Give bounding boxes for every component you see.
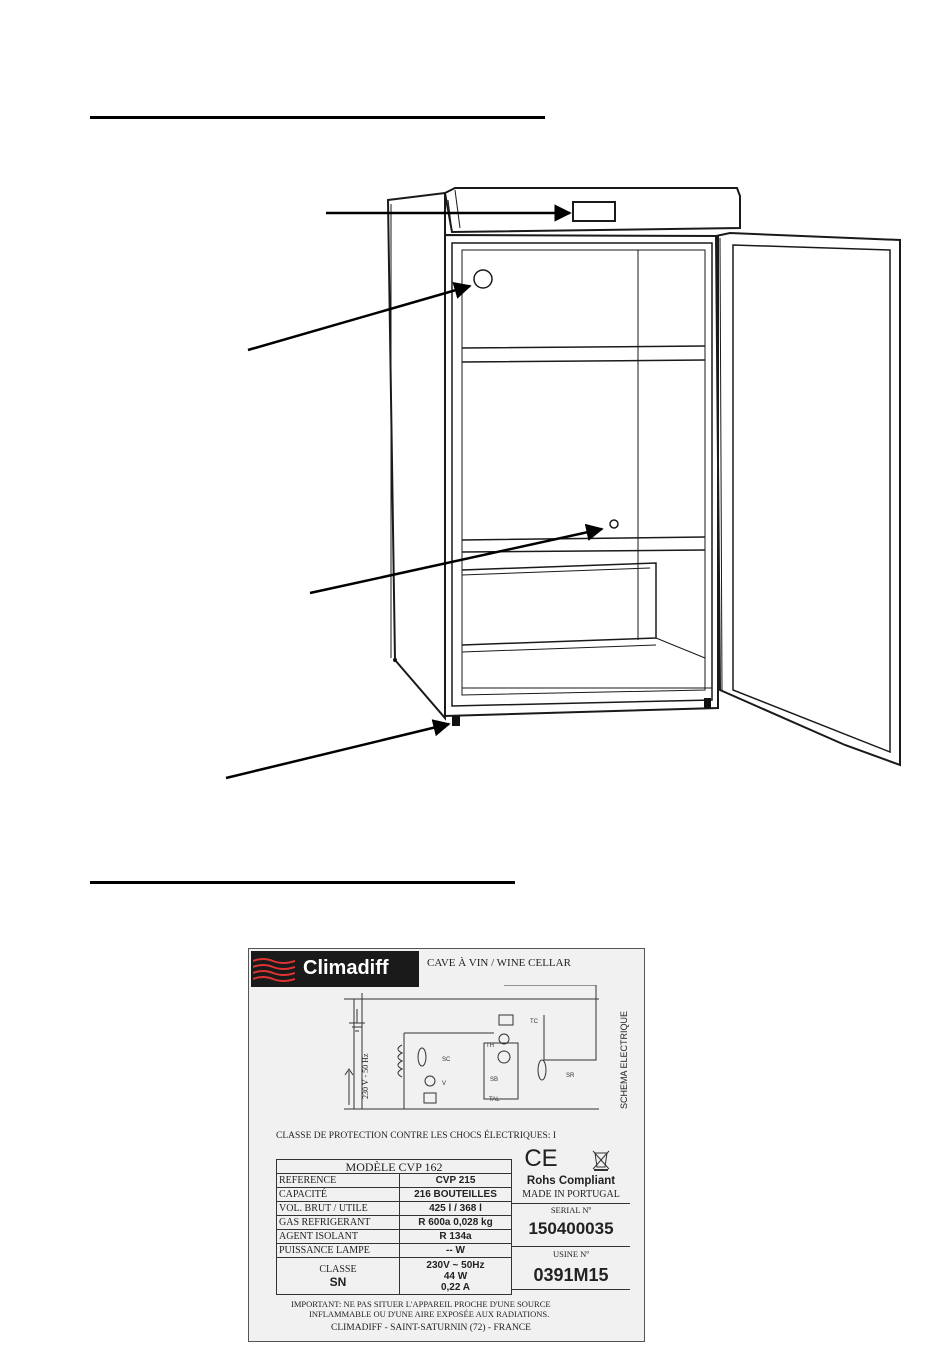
shelf-middle — [462, 537, 705, 552]
serial-label: SERIAL Nº — [550, 1205, 592, 1215]
row-label: VOL. BRUT / UTILE — [277, 1202, 400, 1216]
table-row — [277, 1230, 512, 1244]
electrical-power: 44 W — [443, 1270, 468, 1282]
classe-label: CLASSE — [319, 1264, 357, 1275]
schema-label: SCHEMA ELECTRIQUE — [619, 1010, 629, 1109]
spec-table — [276, 1159, 512, 1295]
table-row — [277, 1216, 512, 1230]
row-value: R 600a 0,028 kg — [399, 1216, 511, 1230]
control-panel — [445, 188, 740, 232]
row-label: REFERENCE — [277, 1174, 400, 1188]
arrow-foot — [226, 724, 449, 778]
row-label: PUISSANCE LAMPE — [277, 1244, 400, 1258]
row-value: R 134a — [399, 1230, 511, 1244]
ce-mark: CE — [524, 1145, 558, 1172]
bottom-drawer — [462, 563, 656, 645]
wiring-diagram — [344, 985, 624, 1115]
section-rule-bottom — [90, 881, 515, 884]
weee-bin-icon — [592, 1149, 610, 1171]
diagram-label: V — [442, 1081, 447, 1087]
electrical-current: 0,22 A — [440, 1281, 471, 1293]
ground-icon — [347, 1009, 367, 1039]
rating-plate — [248, 948, 645, 1342]
product-title: CAVE À VIN / WINE CELLAR — [427, 957, 571, 969]
rohs-label: Rohs Compliant — [526, 1175, 616, 1187]
fan-circle — [474, 270, 492, 288]
model-name: MODÈLE CVP 162 — [277, 1160, 512, 1174]
electrical-voltage: 230V ~ 50Hz — [426, 1259, 485, 1271]
logo-waves-icon — [253, 955, 295, 983]
table-row — [277, 1188, 512, 1202]
serial-box — [512, 1203, 630, 1247]
open-door — [716, 233, 900, 765]
diagram-label: SB — [490, 1077, 499, 1083]
diagram-label: TAL — [489, 1097, 500, 1103]
table-row — [277, 1174, 512, 1188]
arrow-sensor — [310, 529, 602, 593]
usine-label: USINE Nº — [553, 1249, 589, 1259]
row-value: 216 BOUTEILLES — [399, 1188, 511, 1202]
row-value: -- W — [399, 1244, 511, 1258]
diagram-label: TH — [486, 1043, 494, 1049]
diagram-label: SR — [566, 1073, 575, 1079]
display-screen — [573, 202, 615, 221]
usine-number: 0391M15 — [533, 1265, 609, 1285]
arrow-fan — [248, 286, 470, 350]
table-row — [277, 1160, 512, 1174]
voltage-label: 230 V - 50 Hz — [361, 1053, 370, 1099]
diagram-label: SC — [442, 1057, 451, 1063]
brand-logo — [251, 951, 419, 987]
serial-number: 150400035 — [528, 1219, 614, 1238]
usine-box — [512, 1247, 630, 1290]
warning-line-1: IMPORTANT: NE PAS SITUER L'APPAREIL PROCHE D'UNE SOURCE — [291, 1299, 551, 1309]
table-row — [277, 1244, 512, 1258]
row-label: AGENT ISOLANT — [277, 1230, 400, 1244]
protection-class: CLASSE DE PROTECTION CONTRE LES CHOCS ÉLECTRIQUES: I — [276, 1131, 556, 1141]
shelf-top — [462, 346, 705, 362]
foot-left — [452, 716, 460, 726]
brand-name: Climadiff — [303, 957, 389, 979]
warning-line-2: INFLAMMABLE OU D'UNE AIRE EXPOSÉE AUX RADIATIONS. — [309, 1309, 550, 1319]
manufacturer-address: CLIMADIFF - SAINT-SATURNIN (72) - FRANCE — [331, 1323, 531, 1333]
table-row — [277, 1202, 512, 1216]
made-in-label: MADE IN PORTUGAL — [522, 1189, 620, 1200]
row-value: 425 l / 368 l — [399, 1202, 511, 1216]
row-value: CVP 215 — [399, 1174, 511, 1188]
foot-right — [704, 698, 711, 708]
table-row — [277, 1258, 512, 1295]
cabinet-side-panel — [388, 193, 445, 718]
classe-value: SN — [329, 1275, 347, 1289]
row-label: GAS REFRIGERANT — [277, 1216, 400, 1230]
sensor-dot — [610, 520, 618, 528]
row-label: CAPACITÉ — [277, 1188, 400, 1202]
diagram-label: TC — [530, 1019, 538, 1025]
